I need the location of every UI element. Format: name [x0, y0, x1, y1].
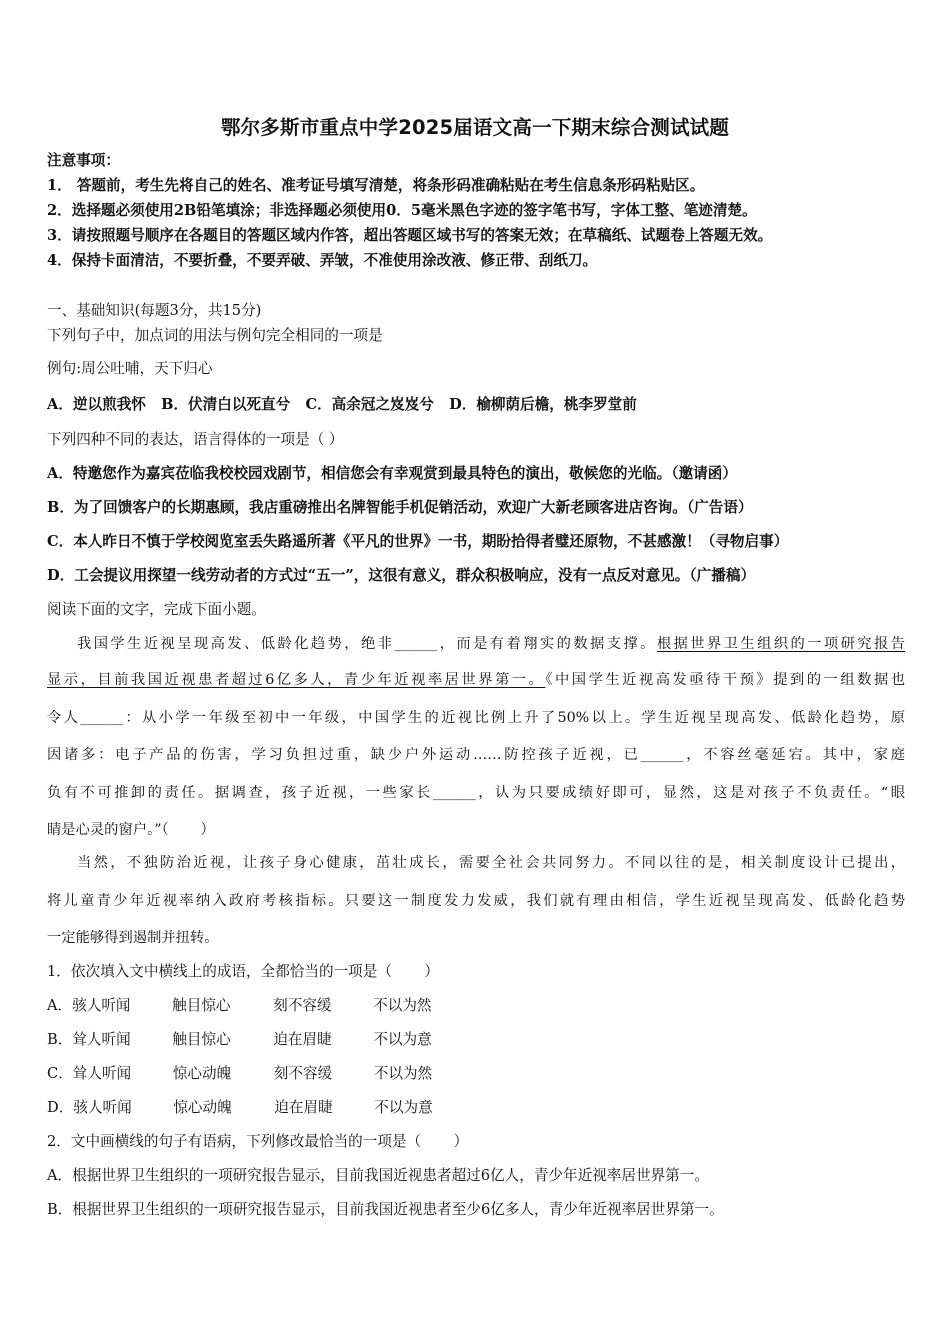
passage-line: 睛是心灵的窗户。”（ ）	[47, 822, 215, 838]
option-c: C．耸人听闻 惊心动魄 刻不容缓 不以为然	[47, 1065, 433, 1082]
reading-instruction: 阅读下面的文字，完成下面小题。	[47, 601, 266, 618]
passage-line: 当然，不独防治近视，让孩子身心健康，茁壮成长，需要全社会共同努力。不同以往的是，相关制度设计已提出，	[77, 855, 905, 871]
notice-item: 1． 答题前，考生先将自己的姓名、准考证号填写清楚，将条形码准确粘贴在考生信息条形码粘贴区。	[47, 177, 705, 194]
underlined-sentence: 显示，目前我国近视患者超过6亿多人，青少年近视率居世界第一。	[47, 672, 546, 688]
question-stem: 下列四种不同的表达，语言得体的一项是（ ）	[47, 431, 344, 448]
option-d: D．工会提议用探望一线劳动者的方式过“五一”，这很有意义，群众积极响应，没有一点反对意见。（广播稿）	[47, 567, 756, 584]
passage-line: 因诸多：电子产品的伤害，学习负担过重，缺少户外运动……防控孩子近视，已______，不容丝毫延宕。其中，家庭	[47, 747, 905, 763]
notice-item: 2．选择题必须使用2B铅笔填涂；非选择题必须使用0．5毫米黑色字迹的签字笔书写，字体工整、笔迹清楚。	[47, 202, 757, 219]
question-options: A．逆以煎我怀 B．伏清白以死直兮 C．高余冠之岌岌兮 D．榆柳荫后檐，桃李罗堂前	[47, 396, 637, 413]
option-a: A．特邀您作为嘉宾莅临我校校园戏剧节，相信您会有幸观赏到最具特色的演出，敬候您的光临。（邀请函）	[47, 465, 737, 482]
passage-line: 一定能够得到遏制并扭转。	[47, 930, 219, 946]
option-d: D．骇人听闻 惊心动魄 迫在眉睫 不以为意	[47, 1099, 433, 1116]
option-b: B．为了回馈客户的长期惠顾，我店重磅推出名牌智能手机促销活动，欢迎广大新老顾客进店咨询。（广告语）	[47, 499, 753, 516]
option-a: A．根据世界卫生组织的一项研究报告显示，目前我国近视患者超过6亿人，青少年近视率居世界第一。	[47, 1167, 709, 1184]
notice-item: 3．请按照题号顺序在各题目的答题区域内作答，超出答题区域书写的答案无效；在草稿纸、试题卷上答题无效。	[47, 227, 773, 244]
page-title: 鄂尔多斯市重点中学2025届语文高一下期末综合测试试题	[220, 116, 730, 139]
passage-line: 负有不可推卸的责任。据调查，孩子近视，一些家长______，认为只要成绩好即可，显然，这是对孩子不负责任。“眼	[47, 785, 905, 801]
example-sentence: 例句:周公吐哺，天下归心	[47, 360, 213, 377]
notice-item: 4．保持卡面清洁，不要折叠，不要弄破、弄皱，不准使用涂改液、修正带、刮纸刀。	[47, 252, 598, 269]
passage-line: 令人______：从小学一年级至初中一年级，中国学生的近视比例上升了50%以上。学生近视呈现高发、低龄化趋势，原	[47, 710, 905, 726]
question-stem: 1．依次填入文中横线上的成语，全都恰当的一项是（ ）	[47, 963, 440, 980]
underlined-sentence: 根据世界卫生组织的一项研究报告	[656, 636, 906, 652]
question-stem: 2．文中画横线的句子有语病，下列修改最恰当的一项是（ ）	[47, 1133, 469, 1150]
passage-line: 显示，目前我国近视患者超过6亿多人，青少年近视率居世界第一。《中国学生近视高发亟待干预》提到的一组数据也	[47, 672, 905, 688]
notice-heading: 注意事项：	[47, 152, 120, 169]
option-a: A．骇人听闻 触目惊心 刻不容缓 不以为然	[47, 997, 432, 1014]
option-b: B．耸人听闻 触目惊心 迫在眉睫 不以为意	[47, 1031, 432, 1048]
option-b: B．根据世界卫生组织的一项研究报告显示，目前我国近视患者至少6亿多人，青少年近视率居世界第一。	[47, 1201, 724, 1218]
option-c: C．本人昨日不慎于学校阅览室丢失路遥所著《平凡的世界》一书，期盼拾得者璧还原物，不甚感激！（寻物启事）	[47, 533, 789, 550]
section-heading: 一、基础知识(每题3分，共15分)	[47, 302, 262, 319]
passage-line: 将儿童青少年近视率纳入政府考核指标。只要这一制度发力发威，我们就有理由相信，学生近视呈现高发、低龄化趋势	[47, 893, 905, 909]
passage-line: 我国学生近视呈现高发、低龄化趋势，绝非______，而是有着翔实的数据支撑。根据世界卫生组织的一项研究报告	[77, 636, 906, 652]
question-stem: 下列句子中，加点词的用法与例句完全相同的一项是	[47, 327, 383, 344]
